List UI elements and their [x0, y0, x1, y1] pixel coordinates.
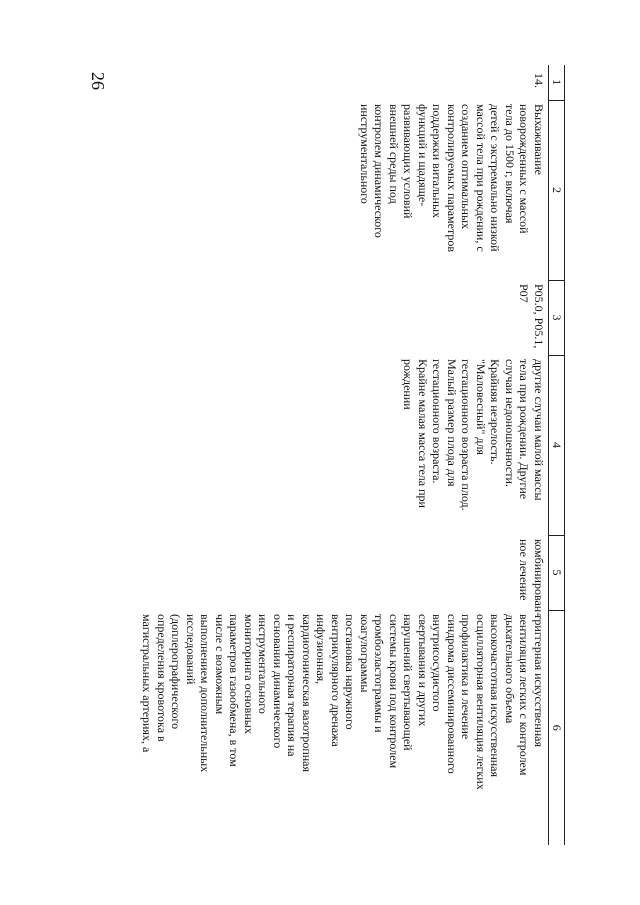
text-line: триггерная искусственная: [532, 614, 546, 748]
text-line: системы крови под контролем: [387, 614, 401, 769]
treatment-methods-cell: [138, 610, 549, 845]
text-line: дыхательного объема: [503, 614, 517, 724]
text-line: гестационного возраста.: [430, 359, 445, 484]
text-line: и респираторная терапия на: [285, 614, 300, 757]
text-line: выполнением дополнительных: [198, 614, 213, 773]
text-line: функций и щадяще-: [416, 104, 430, 207]
text-line: P07: [517, 284, 532, 303]
text-line: осцилляторная вентиляция легких: [474, 614, 488, 790]
text-line: инфузионная,: [314, 614, 329, 685]
text-line: инструментального: [256, 614, 271, 714]
text-line: Крайне малая масса тела при: [416, 359, 430, 508]
text-line: высокочастотная искусственная: [488, 614, 503, 778]
page-number: 26: [88, 72, 108, 90]
text-line: контролируемых параметров: [445, 104, 459, 253]
text-line: другие случаи малой массы: [532, 359, 546, 501]
diagnosis-cell: [138, 355, 549, 535]
text-line: Выхаживание: [532, 104, 546, 175]
text-line: постановка наружного: [343, 614, 358, 730]
text-line: детей с экстремально низкой: [488, 104, 503, 252]
header-row: [549, 65, 565, 845]
col-header-2: 2: [549, 100, 565, 280]
text-line: свертывания и других: [416, 614, 430, 727]
col-header-3: 3: [549, 280, 565, 355]
text-line: тела при рождении. Другие: [517, 359, 532, 500]
text-line: кардиотоническая вазотропная: [300, 614, 314, 773]
rotated-table-page: [105, 65, 565, 845]
treatment-type-cell: [138, 535, 549, 617]
icd-codes-cell: [138, 280, 549, 355]
text-line: новорожденных с массой: [517, 104, 532, 234]
text-line: ное лечение: [517, 539, 532, 601]
care-type-cell: [138, 100, 549, 280]
text-line: профилактика и лечение: [459, 614, 474, 740]
text-line: Малый размер плода для: [445, 359, 459, 487]
text-line: комбинирован-: [532, 539, 546, 617]
text-line: вентрикулярного дренажа: [329, 614, 343, 747]
text-line: основании динамического: [271, 614, 285, 749]
text-line: коагулограммы: [358, 614, 372, 693]
text-line: вентиляция легких с контролем: [517, 614, 532, 776]
text-line: развивающих условий: [401, 104, 416, 219]
procedures-table: [138, 65, 565, 845]
text-line: поддержки витальных: [430, 104, 445, 219]
text-line: тела до 1500 г, включая: [503, 104, 517, 224]
text-line: контролем динамического: [372, 104, 387, 238]
text-line: синдрома диссеминированного: [445, 614, 459, 774]
text-line: P05.0, P05.1,: [532, 284, 546, 349]
text-line: числе с возможным: [213, 614, 227, 715]
text-line: (доплерографического: [169, 614, 184, 730]
col-header-6: 6: [549, 610, 565, 845]
text-line: мониторинга основных: [242, 614, 256, 734]
text-line: нарушений свертывающей: [401, 614, 416, 751]
col-header-5: 5: [549, 535, 565, 610]
table-row: [138, 65, 549, 845]
text-line: параметров газообмена, в том: [227, 614, 242, 767]
text-line: исследований: [184, 614, 198, 685]
text-line: созданием оптимальных: [459, 104, 474, 230]
text-line: внутрисосудистого: [430, 614, 445, 712]
text-line: гестационного возраста плод.: [459, 359, 474, 511]
text-line: определения кровотока в: [155, 614, 169, 742]
col-header-4: 4: [549, 355, 565, 535]
text-line: массой тела при рождении, с: [474, 104, 488, 252]
text-line: внешней среды под: [387, 104, 401, 204]
col-header-1: 1: [549, 65, 565, 100]
text-line: инструментального: [358, 104, 372, 204]
text-line: Крайняя незрелость.: [488, 359, 503, 465]
text-line: рождении: [401, 359, 416, 410]
text-line: "Маловесный" для: [474, 359, 488, 455]
text-line: магистральных артериях, а: [140, 614, 155, 753]
text-line: тромбоэластограммы и: [372, 614, 387, 733]
row-number: 14.: [532, 73, 546, 88]
text-line: случаи недоношенности.: [503, 359, 517, 487]
